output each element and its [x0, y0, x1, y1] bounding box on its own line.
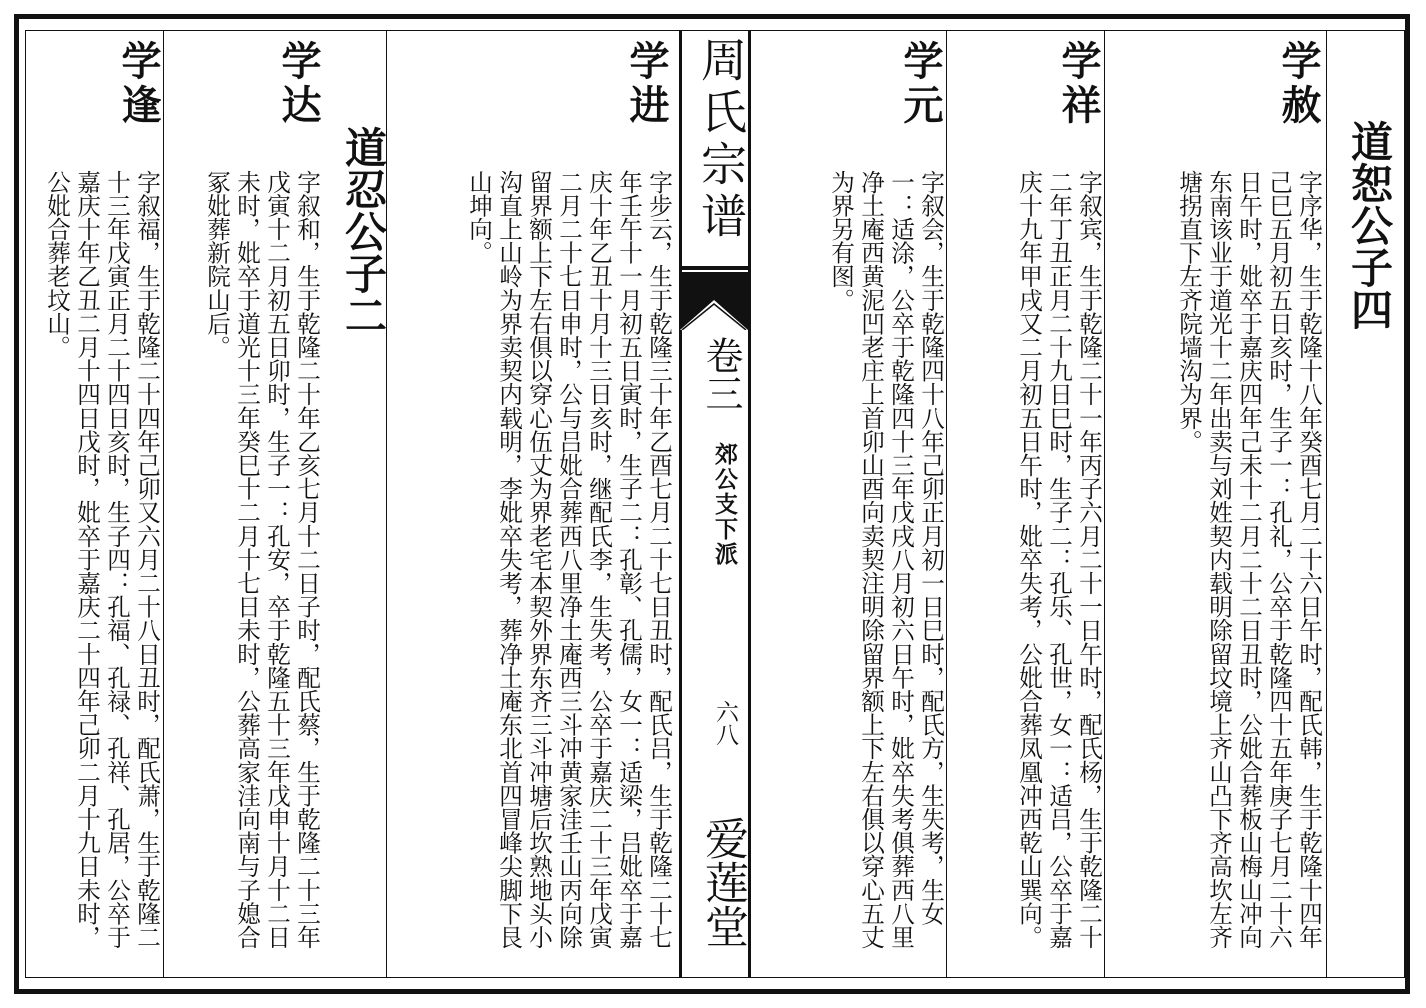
entry-text: 字步云，生于乾隆三十年乙酉七月二十七日丑时，配氏吕，生于乾隆二十七年壬午十一月初五日寅时，生子二：孔彰、孔儒，女一：适梁，吕妣卒于嘉庆十年乙丑十月十三日亥时，继配氏李，生失考，公卒于嘉庆二十三年戊寅二月二十七日申时，公与吕妣合葬西八里净土庵西三斗冲黄家洼壬山丙向除留界额上下左右俱以穿心伍丈为界老宅本契外界东齐三斗冲塘后坎熟地头小沟直上山岭为界卖契内载明，李妣卒失考，葬净土庵东北首四冒峰尖脚下艮山坤向。	[465, 170, 673, 949]
hall-name: 爱莲堂	[697, 816, 748, 948]
entry-name: 学进	[623, 40, 670, 128]
entry-text: 字序华，生于乾隆十八年癸酉七月二十六日午时，配氏韩，生于乾隆十四年己巳五月初五日亥时，生子一：孔礼，公卒于乾隆四十五年庚子七月二十六日午时，妣卒于嘉庆四年己未十二月二十二日丑时，公妣合葬板山梅山冲向东南该业于道光十二年出卖与刘姓契内载明除留坟境上齐山凸下齐高坎左齐塘拐直下左齐院墙沟为界。	[1175, 170, 1323, 949]
divider	[1104, 30, 1105, 978]
entry-name: 学祥	[1055, 40, 1102, 128]
branch-label: 郊公支下派	[711, 442, 738, 567]
fish-tail-mark	[680, 272, 748, 330]
volume-label: 卷三	[699, 336, 743, 412]
page-number: 六八	[712, 700, 738, 746]
genealogy-title: 周氏宗谱	[694, 36, 748, 244]
entry-text: 字叙会，生于乾隆四十八年己卯正月初一日巳时，配氏方，生失考，生女一：适涂，公卒于乾隆四十三年戊戌八月初六日午时，妣卒失考俱葬西八里净土庵西黄泥凹老庄上首卯山酉向卖契注明除留界额上下左右俱以穿心五丈为界另有图。	[827, 170, 945, 949]
generation-heading: 道恕公子四	[1345, 120, 1394, 330]
spine-border-left	[679, 30, 682, 978]
entry-name: 学达	[275, 40, 322, 128]
divider	[946, 30, 947, 978]
entry-text: 字叙福，生于乾隆二十四年己卯又六月二十八日丑时，配氏萧，生于乾隆二十三年戊寅正月二十四日亥时，生子四：孔福、孔禄、孔祥、孔居，公卒于嘉庆十年乙丑二月十四日戊时，妣卒于嘉庆二十四年己卯二月十九日未时，公妣合葬老坟山。	[43, 170, 161, 949]
generation-heading: 道忍公子二	[339, 126, 388, 336]
entry-name: 学逢	[115, 40, 162, 128]
entry-text: 字叙宾，生于乾隆二十一年丙子六月二十一日午时，配氏杨，生于乾隆二十二年丁丑正月二十九日巳时，生子二：孔乐、孔世，女一：适吕，公卒于嘉庆十九年甲戌又二月初五日午时，妣卒失考，公妣合葬凤凰冲西乾山巽向。	[1015, 170, 1103, 949]
entry-text: 字叙和，生于乾隆二十年乙亥七月十二日子时，配氏蔡，生于乾隆二十三年戊寅十二月初五日卯时，生子一：孔安，卒于乾隆五十三年戊申十月十二日未时，妣卒于道光十三年癸巳十二月十七日未时，公葬高家洼向南与子媳合冢妣葬新院山后。	[203, 170, 321, 949]
divider	[1326, 30, 1327, 978]
divider	[163, 30, 164, 978]
spine-rule	[680, 266, 748, 270]
entry-name: 学元	[897, 40, 944, 128]
spine-border-right	[748, 30, 751, 978]
entry-name: 学赦	[1275, 40, 1322, 128]
